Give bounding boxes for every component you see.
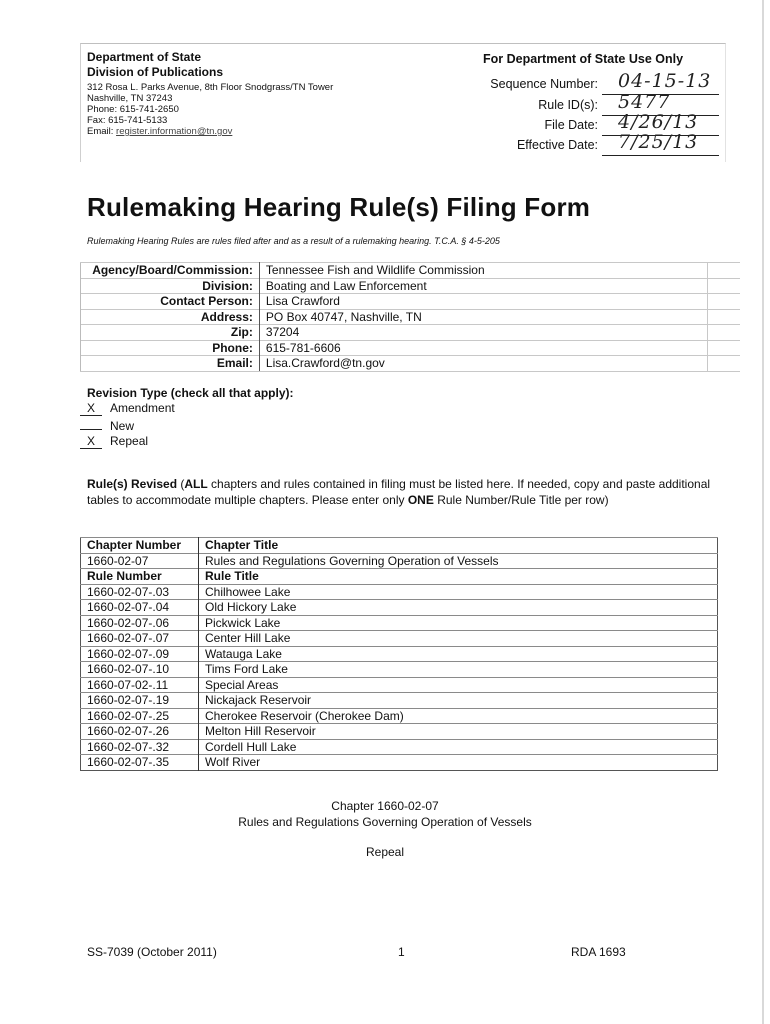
- footer-form-id: SS-7039 (October 2011): [87, 945, 217, 959]
- table-row: [81, 615, 718, 631]
- amendment-label: Amendment: [110, 401, 175, 415]
- rule-number-cell[interactable]: 1660-02-07-.19: [81, 693, 199, 709]
- zip-label: Zip:: [81, 325, 260, 341]
- table-row: [81, 600, 718, 616]
- rule-title-cell[interactable]: Center Hill Lake: [199, 631, 718, 647]
- rule-number-cell[interactable]: 1660-02-07-.07: [81, 631, 199, 647]
- email-label: Email:: [81, 356, 260, 372]
- rule-number-cell[interactable]: 1660-02-07-.10: [81, 662, 199, 678]
- agency-row: [81, 309, 741, 325]
- repeal-label: Repeal: [110, 434, 149, 448]
- rules-revised-heading: Rule(s) Revised: [87, 477, 178, 491]
- revision-list: [80, 401, 175, 449]
- revision-item-new[interactable]: [80, 416, 175, 434]
- agency-extra-cell: [707, 278, 740, 294]
- table-row: [81, 739, 718, 755]
- rule-title-cell[interactable]: Pickwick Lake: [199, 615, 718, 631]
- rule-number-cell[interactable]: 1660-02-07-.32: [81, 739, 199, 755]
- phone-value[interactable]: 615-781-6606: [259, 340, 707, 356]
- contact-person-label: Contact Person:: [81, 294, 260, 310]
- contact-person-value[interactable]: Lisa Crawford: [259, 294, 707, 310]
- rule-title-cell[interactable]: Special Areas: [199, 677, 718, 693]
- rule-title-cell[interactable]: Cordell Hull Lake: [199, 739, 718, 755]
- agency-row: [81, 294, 741, 310]
- rule-id-label: Rule ID(s):: [538, 98, 598, 112]
- chapter-title-header: Chapter Title: [199, 538, 718, 554]
- rule-title-cell[interactable]: Tims Ford Lake: [199, 662, 718, 678]
- rules-revised-text: (: [177, 477, 185, 491]
- agency-row: [81, 278, 741, 294]
- table-row: [81, 584, 718, 600]
- dept-name: Department of State: [87, 50, 202, 64]
- dept-phone: Phone: 615-741-2650: [87, 104, 179, 115]
- dept-email-label: Email:: [87, 126, 117, 137]
- body-chapter-title: Rules and Regulations Governing Operation of Vessels: [238, 815, 532, 829]
- table-row: [81, 708, 718, 724]
- rule-number-cell[interactable]: 1660-07-02-.11: [81, 677, 199, 693]
- effective-date-line[interactable]: [602, 131, 719, 156]
- dept-block: [87, 50, 333, 137]
- table-row: [81, 662, 718, 678]
- phone-label: Phone:: [81, 340, 260, 356]
- rule-number-cell[interactable]: 1660-02-07-.26: [81, 724, 199, 740]
- file-date-label: File Date:: [544, 118, 598, 132]
- rule-title-cell[interactable]: Wolf River: [199, 755, 718, 771]
- agency-extra-cell: [707, 340, 740, 356]
- footer-page-number: 1: [398, 945, 405, 959]
- new-check[interactable]: [80, 416, 102, 430]
- rules-revised-one: ONE: [407, 492, 434, 507]
- rule-number-cell[interactable]: 1660-02-07-.25: [81, 708, 199, 724]
- dept-email: [87, 126, 333, 137]
- zip-value[interactable]: 37204: [259, 325, 707, 341]
- agency-row: [81, 325, 741, 341]
- table-row: [81, 693, 718, 709]
- chapter-number-header: Chapter Number: [81, 538, 199, 554]
- form-title: Rulemaking Hearing Rule(s) Filing Form: [87, 192, 591, 222]
- scan-edge: [762, 0, 764, 1024]
- rules-revised-instructions: [87, 477, 727, 508]
- chapter-title-cell[interactable]: Rules and Regulations Governing Operation of Vessels: [199, 553, 718, 569]
- rule-number-cell[interactable]: 1660-02-07-.09: [81, 646, 199, 662]
- chapter-number-cell[interactable]: 1660-02-07: [81, 553, 199, 569]
- rule-title-cell[interactable]: Melton Hill Reservoir: [199, 724, 718, 740]
- dos-use-title: For Department of State Use Only: [483, 52, 684, 66]
- rule-title-cell[interactable]: Watauga Lake: [199, 646, 718, 662]
- revision-item-amendment[interactable]: [80, 401, 175, 416]
- agency-extra-cell: [707, 263, 740, 279]
- effective-date-label: Effective Date:: [516, 138, 598, 152]
- rule-number-cell[interactable]: 1660-02-07-.03: [81, 584, 199, 600]
- address-label: Address:: [81, 309, 260, 325]
- rule-title-cell[interactable]: Nickajack Reservoir: [199, 693, 718, 709]
- agency-extra-cell: [707, 309, 740, 325]
- table-row: [81, 677, 718, 693]
- agency-table: [80, 262, 740, 372]
- agency-label: Agency/Board/Commission:: [81, 263, 260, 279]
- body-chapter: Chapter 1660-02-07: [331, 799, 439, 813]
- sequence-number-label: Sequence Number:: [490, 77, 598, 91]
- table-row: [81, 646, 718, 662]
- rules-revised-text: chapters and rules contained in filing must be listed here. If needed, copy and paste additional tables to accommodate multiple chapters. Please enter only: [87, 477, 711, 507]
- agency-extra-cell: [707, 294, 740, 310]
- rule-title-cell[interactable]: Cherokee Reservoir (Cherokee Dam): [199, 708, 718, 724]
- address-value[interactable]: PO Box 40747, Nashville, TN: [259, 309, 707, 325]
- amendment-check[interactable]: X: [80, 402, 102, 416]
- agency-extra-cell: [707, 325, 740, 341]
- dept-city: Nashville, TN 37243: [87, 93, 173, 104]
- rule-number-cell[interactable]: 1660-02-07-.04: [81, 600, 199, 616]
- agency-row: [81, 263, 741, 279]
- revision-title: Revision Type (check all that apply):: [87, 386, 294, 400]
- agency-row: [81, 340, 741, 356]
- rules-table: [80, 537, 718, 771]
- rule-title-cell[interactable]: Old Hickory Lake: [199, 600, 718, 616]
- agency-value[interactable]: Tennessee Fish and Wildlife Commission: [259, 263, 707, 279]
- table-row: [81, 553, 718, 569]
- email-value[interactable]: Lisa.Crawford@tn.gov: [259, 356, 707, 372]
- rule-title-header: Rule Title: [199, 569, 718, 585]
- repeal-check[interactable]: X: [80, 435, 102, 449]
- revision-section: [87, 386, 294, 400]
- table-row: [81, 724, 718, 740]
- rule-number-cell[interactable]: 1660-02-07-.35: [81, 755, 199, 771]
- rule-id-value: 5477: [618, 91, 671, 113]
- table-row: [81, 538, 718, 554]
- body-action: Repeal: [365, 845, 405, 859]
- form-subtitle: Rulemaking Hearing Rules are rules filed after and as a result of a rulemaking hearing. T.C.A. § 4-5-205: [87, 236, 500, 246]
- dept-address: 312 Rosa L. Parks Avenue, 8th Floor Snodgrass/TN Tower: [87, 82, 334, 93]
- footer-rda: RDA 1693: [571, 945, 626, 959]
- new-label: New: [110, 419, 135, 433]
- table-row: [81, 631, 718, 647]
- agency-row: [81, 356, 741, 372]
- sequence-number-value: 04-15-13: [618, 70, 712, 92]
- rule-number-cell[interactable]: 1660-02-07-.06: [81, 615, 199, 631]
- rules-revised-text: Rule Number/Rule Title per row): [433, 492, 609, 507]
- agency-extra-cell: [707, 356, 740, 372]
- dept-fax: Fax: 615-741-5133: [87, 115, 168, 126]
- effective-date-value: 7/25/13: [618, 131, 699, 153]
- division-value[interactable]: Boating and Law Enforcement: [259, 278, 707, 294]
- file-date-value: 4/26/13: [618, 111, 699, 133]
- rule-number-header: Rule Number: [81, 569, 199, 585]
- rule-title-cell[interactable]: Chilhowee Lake: [199, 584, 718, 600]
- table-row: [81, 755, 718, 771]
- dept-email-link[interactable]: register.information@tn.gov: [116, 126, 233, 137]
- division-label: Division:: [81, 278, 260, 294]
- division-name: Division of Publications: [87, 65, 224, 79]
- rules-revised-all: ALL: [184, 477, 208, 491]
- table-row: [81, 569, 718, 585]
- revision-item-repeal[interactable]: [80, 434, 175, 449]
